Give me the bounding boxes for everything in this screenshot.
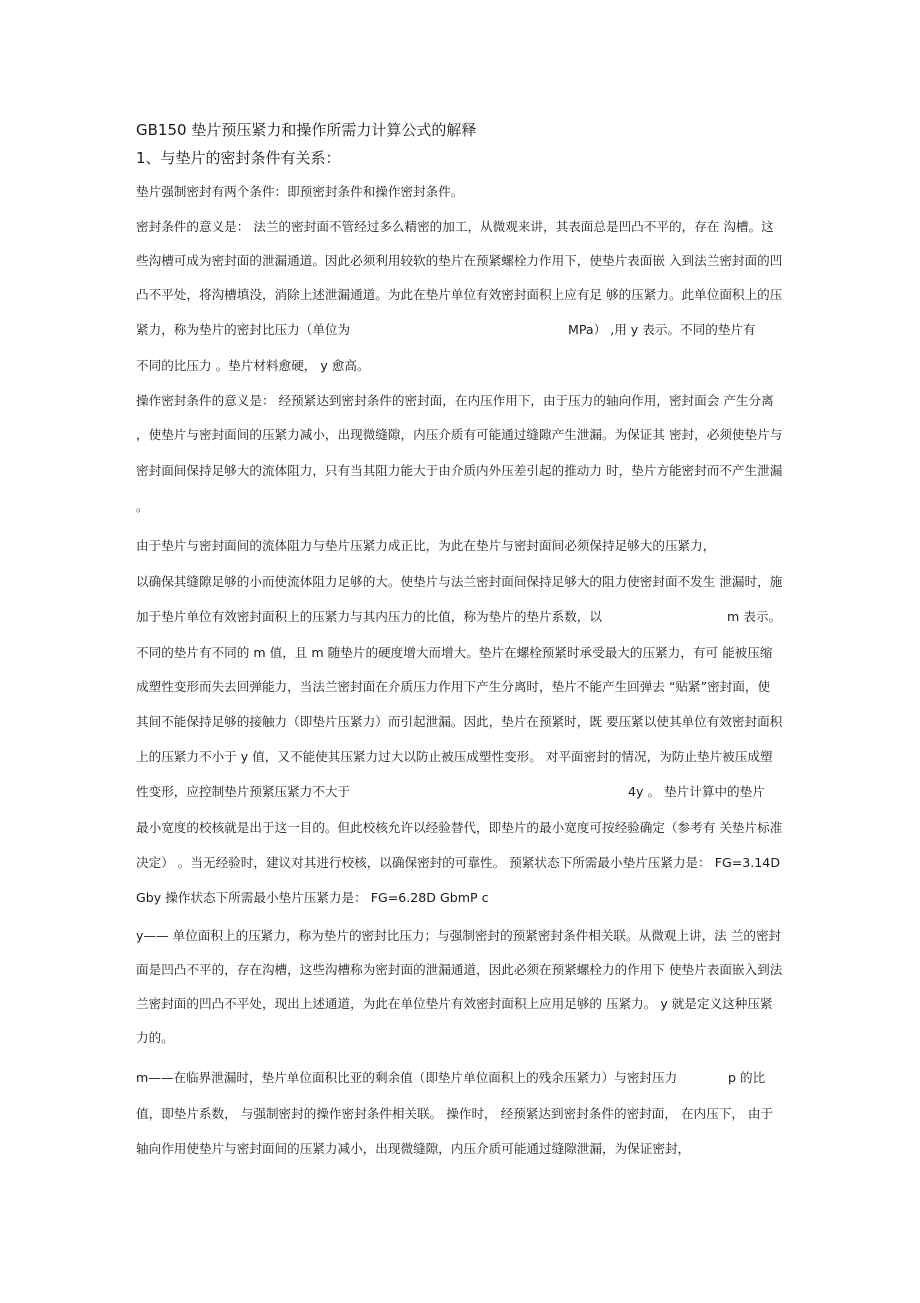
text-segment: 4y 。 垫片计算中的垫片 <box>628 784 765 799</box>
text-line: 上的压紧力不小于 y 值，又不能使其压紧力过大以防止被压成塑性变形。 对平面密封的情况，为防止垫片被压成塑 <box>136 749 773 764</box>
text-line: 面是凹凸不平的，存在沟槽，这些沟槽称为密封面的泄漏通道，因此必须在预紧螺栓力的作用下 使垫片表面嵌入到法 <box>136 962 783 977</box>
text-line: Gby 操作状态下所需最小垫片压紧力是： FG=6.28D GbmP c <box>136 890 489 905</box>
text-line: 值，即垫片系数， 与强制密封的操作密封条件相关联。 操作时， 经预紧达到密封条件的密封面， 在内压下， 由于 <box>136 1106 774 1121</box>
text-line: 成塑性变形而失去回弹能力，当法兰密封面在介质压力作用下产生分离时，垫片不能产生回弹去 “贴紧”密封面，使 <box>136 679 771 694</box>
text-segment: MPa） ,用 y 表示。不同的垫片有 <box>568 322 756 337</box>
text-line: 凸不平处，将沟槽填没，消除上述泄漏通道。为此在垫片单位有效密封面积上应有足 够的压紧力。此单位面积上的压 <box>136 287 783 302</box>
text-line: 最小宽度的校核就是出于这一目的。但此校核允许以经验替代，即垫片的最小宽度可按经验确定（参考有 关垫片标准 <box>136 820 783 835</box>
text-line: 兰密封面的凹凸不平处，现出上述通道，为此在单位垫片有效密封面积上应用足够的 压紧力。 y 就是定义这种压紧 <box>136 996 773 1011</box>
text-line: 力的。 <box>136 1030 174 1045</box>
text-line <box>136 609 782 625</box>
text-line: y—— 单位面积上的压紧力，称为垫片的密封比压力；与强制密封的预紧密封条件相关联。从微观上讲，法 兰的密封 <box>136 928 782 943</box>
text-segment: 性变形，应控制垫片预紧压紧力不大于 <box>136 784 351 799</box>
section-heading: 1、与垫片的密封条件有关系： <box>136 149 341 167</box>
text-line: 决定） 。当无经验时，建议对其进行校核，以确保密封的可靠性。 预紧状态下所需最小垫片压紧力是： FG=3.14D <box>136 855 781 870</box>
text-line: 操作密封条件的意义是： 经预紧达到密封条件的密封面，在内压作用下，由于压力的轴向作用，密封面会 产生分离 <box>136 393 774 408</box>
text-line <box>136 1070 766 1086</box>
text-segment: m 表示。 <box>727 609 782 624</box>
text-line: ，使垫片与密封面间的压紧力减小，出现微缝隙，内压介质有可能通过缝隙产生泄漏。为保证其 密封，必须使垫片与 <box>136 427 783 442</box>
text-line: 由于垫片与密封面间的流体阻力与垫片压紧力成正比，为此在垫片与密封面间必须保持足够大的压紧力， <box>136 538 716 553</box>
text-line: 其间不能保持足够的接触力（即垫片压紧力）而引起泄漏。因此，垫片在预紧时，既 要压紧以使其单位有效密封面积 <box>136 714 783 729</box>
text-line <box>136 784 765 800</box>
text-line: 密封条件的意义是： 法兰的密封面不管经过多么精密的加工，从微观来讲，其表面总是凹凸不平的，存在 沟槽。这 <box>136 219 774 234</box>
text-line: 密封面间保持足够大的流体阻力，只有当其阻力能大于由介质内外压差引起的推动力 时，垫片方能密封而不产生泄漏 <box>136 463 783 478</box>
text-line: 轴向作用使垫片与密封面间的压紧力减小，出现微缝隙，内压介质可能通过缝隙泄漏，为保证密封， <box>136 1141 691 1156</box>
document-title: GB150 垫片预压紧力和操作所需力计算公式的解释 <box>136 121 477 139</box>
text-line: 垫片强制密封有两个条件：即预密封条件和操作密封条件。 <box>136 184 464 199</box>
text-segment: p 的比 <box>728 1070 766 1085</box>
text-segment: 加于垫片单位有效密封面积上的压紧力与其内压力的比值，称为垫片的垫片系数，以 <box>136 609 602 624</box>
text-line: 些沟槽可成为密封面的泄漏通道。因此必须利用较软的垫片在预紧螺栓力作用下，使垫片表面嵌 入到法兰密封面的凹 <box>136 253 783 268</box>
text-line <box>136 322 756 338</box>
text-line: 。 <box>136 499 149 514</box>
text-line: 不同的比压力 。垫片材料愈硬， y 愈高。 <box>136 358 370 373</box>
text-line: 不同的垫片有不同的 m 值，且 m 随垫片的硬度增大而增大。垫片在螺栓预紧时承受最大的压紧力，有可 能被压缩 <box>136 645 773 660</box>
text-segment: 紧力，称为垫片的密封比压力（单位为 <box>136 322 351 337</box>
text-segment: m——在临界泄漏时，垫片单位面积比亚的剩余值（即垫片单位面积上的残余压紧力）与密封压力 <box>136 1070 678 1085</box>
text-line: 以确保其缝隙足够的小而使流体阻力足够的大。使垫片与法兰密封面间保持足够大的阻力使密封面不发生 泄漏时，施 <box>136 574 783 589</box>
